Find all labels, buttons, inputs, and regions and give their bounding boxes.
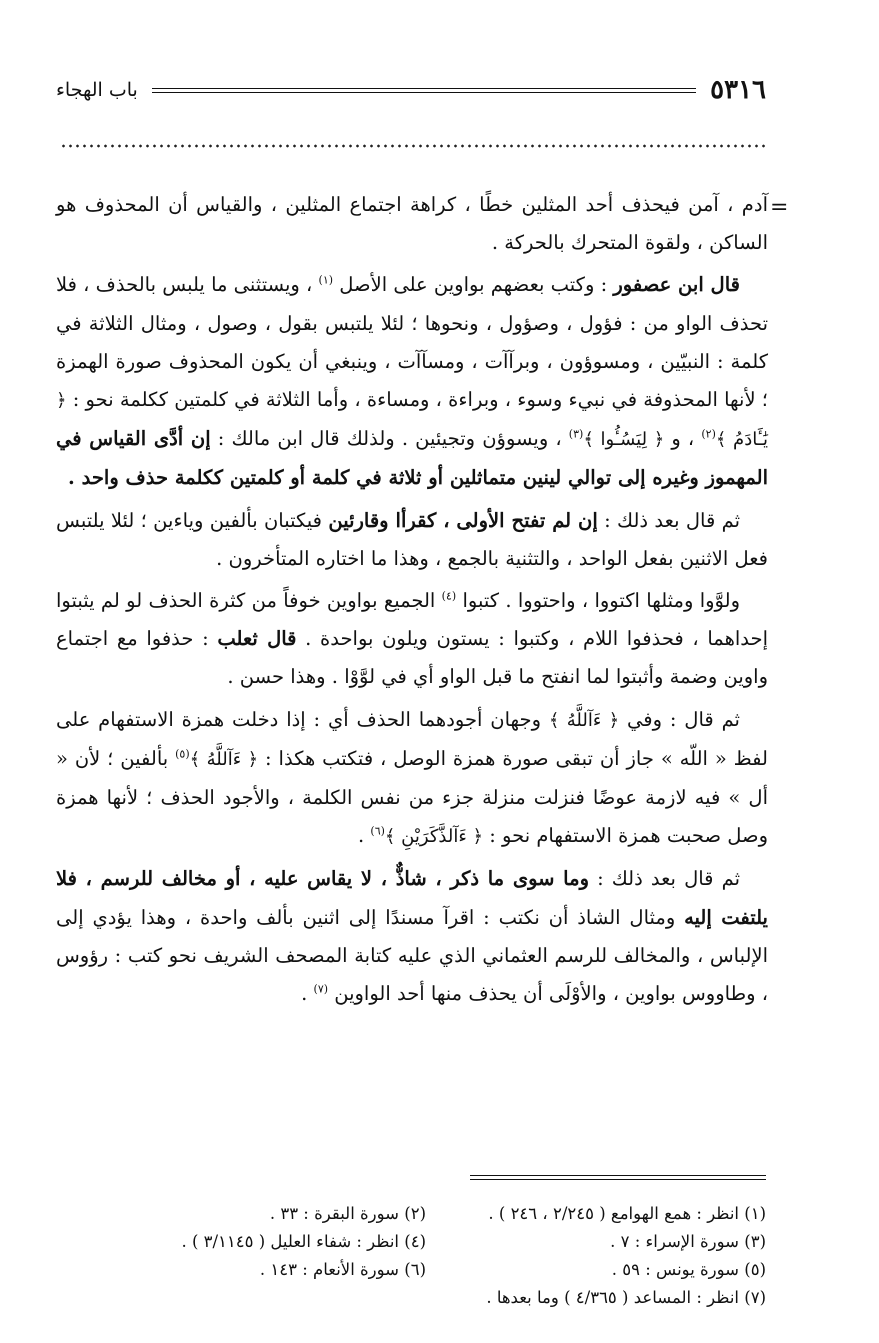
footnote-ref: (٥) — [175, 747, 190, 761]
footnote-row — [60, 1284, 766, 1312]
page-number: ٥٣١٦ — [710, 75, 766, 105]
continuation-mark: = — [770, 195, 789, 220]
text-run: بألفين ؛ لأن « أل » فيه لازمة عوضًا فنزلت منزلة جزء من نفس الكلمة ، والأجود الحذف ؛ لأنها همزة وصل صحبت همزة الاستفهام نحو : — [56, 746, 768, 848]
footnote: (٧) انظر : المساعد ( ٤/٣٦٥ ) وما بعدها . — [486, 1288, 766, 1307]
text-run: آدم ، آمن فيحذف أحد المثلين خطًا ، كراهة اجتماع المثلين ، والقياس أن المحذوف هو الساكن ، ولقوة المتحرك بالحركة . — [56, 193, 768, 255]
text-run: ثم قال : وفي — [619, 707, 740, 731]
quran-quote: ﴿ يَٰـَٔادَمُ ﴾ — [56, 390, 768, 451]
footnote: (١) انظر : همع الهوامع ( ٢/٢٤٥ ، ٢٤٦ ) . — [488, 1204, 766, 1223]
footnote-ref: (١) — [318, 273, 334, 287]
footnote: (٦) سورة الأنعام : ١٤٣ . — [259, 1260, 426, 1279]
paragraph — [56, 186, 768, 262]
bold-text: وما سوى ما ذكر ، شاذٌّ ، لا يقاس عليه ، أو مخالف للرسم ، فلا يلتفت إليه — [56, 867, 768, 929]
paragraph — [56, 582, 768, 697]
paragraph — [56, 266, 768, 497]
footnote-ref: (٢) — [701, 427, 716, 441]
text-run: . — [301, 982, 314, 1006]
text-run: ثم قال بعد ذلك : — [588, 867, 740, 891]
quran-quote: ﴿ ءَآللَّهُ ﴾ — [189, 748, 259, 770]
text-run: : حذفوا مع اجتماع واوين وضمة وأثبتوا لما انفتح ما قبل الواو أي في لوَّوْا . وهذا حسن . — [56, 627, 768, 689]
bold-text: إن لم تفتح الأولى ، كقرأا وقارئين — [328, 508, 598, 532]
quran-quote: ﴿ لِيَسُـُٔوا ﴾ — [583, 429, 665, 451]
bold-text: قال ابن عصفور — [613, 273, 740, 297]
text-run: ولوَّوا ومثلها اكتووا ، واحتووا . كتبوا — [456, 589, 740, 613]
footnote-ref: (٦) — [370, 824, 385, 838]
footnote-ref: (٧) — [313, 982, 329, 996]
footnote: (٢) سورة البقرة : ٣٣ . — [269, 1204, 426, 1223]
footnote: (٥) سورة يونس : ٥٩ . — [611, 1260, 766, 1279]
footnote-ref: (٣) — [568, 427, 584, 441]
paragraph — [56, 860, 768, 1013]
main-text — [56, 186, 768, 1017]
dotted-separator — [60, 144, 766, 148]
text-run: الجميع بواوين خوفاً من كثرة الحذف لو لم يثبتوا إحداهما ، فحذفوا اللام ، وكتبوا : يستون ويلون بواحدة . — [56, 589, 768, 651]
text-run: وجهان أجودهما الحذف أي : إذا دخلت همزة الاستفهام على لفظ « اللّه » جاز أن تبقى صورة همزة الوصل ، فتكتب هكذا : — [56, 707, 768, 770]
footnote-row — [60, 1256, 766, 1284]
text-run: ، ويسوؤن وتجيئين . ولذلك قال ابن مالك : — [210, 427, 569, 451]
text-run: ثم قال بعد ذلك : — [597, 508, 741, 532]
text-run: ، ويستثنى ما يلبس بالحذف ، فلا تحذف الواو من : فؤول ، وصؤول ، ونحوها ؛ لئلا يلتبس بقول ، وصول ، ومثال الثلاثة في كلمة : النبيّين ، ومسوؤون ، وبرآآت ، ومسآآت ، وينبغي أن يكون المحذوف صورة الهمزة ؛ لأنها المحذوفة في نبيء وسوء ، وبراءة ، ومساءة ، وأما الثلاثة في كلمتين ككلمة نحو : — [56, 273, 768, 412]
paragraph — [56, 701, 768, 857]
footnote: (٤) انظر : شفاء العليل ( ٣/١١٤٥ ) . — [181, 1232, 426, 1251]
footnote-row — [60, 1200, 766, 1228]
footnote-row — [60, 1228, 766, 1256]
bold-text: إن أدَّى القياس في المهموز وغيره إلى توالي لينين متماثلين أو ثلاثة في كلمة أو كلمتين ككلمة حذف واحد . — [56, 427, 768, 490]
header-rule — [152, 88, 696, 93]
text-run: ، و — [664, 427, 702, 451]
bold-text: قال ثعلب — [217, 627, 297, 651]
page-header — [56, 72, 766, 108]
text-run: فيكتبان بألفين وياءين ؛ لئلا يلتبس فعل الاثنين بفعل الواحد ، والتثنية بالجمع ، وهذا ما اختاره المتأخرون . — [56, 508, 768, 570]
footnote: (٣) سورة الإسراء : ٧ . — [610, 1232, 766, 1251]
text-run: . — [357, 824, 371, 848]
footnote-ref: (٤) — [441, 589, 457, 603]
quran-quote: ﴿ ءَآلذَّكَرَيْنِ ﴾ — [384, 826, 484, 848]
footnotes — [60, 1200, 766, 1312]
quran-quote: ﴿ ءَآللَّهُ ﴾ — [548, 709, 620, 731]
chapter-title: باب الهجاء — [56, 79, 138, 101]
footnote-rule — [470, 1175, 766, 1180]
text-run: ومثال الشاذ أن نكتب : اقرآ مسندًا إلى اثنين بألف واحدة ، وهذا يؤدي إلى الإلباس ، والمخالف للرسم العثماني الذي عليه كتابة المصحف الشريف نحو كتب : رؤوس ، وطاووس بواوين ، والأوْلَى أن يحذف منها أحد الواوين — [56, 905, 768, 1006]
text-run: : وكتب بعضهم بواوين على الأصل — [333, 273, 614, 297]
paragraph — [56, 502, 768, 578]
